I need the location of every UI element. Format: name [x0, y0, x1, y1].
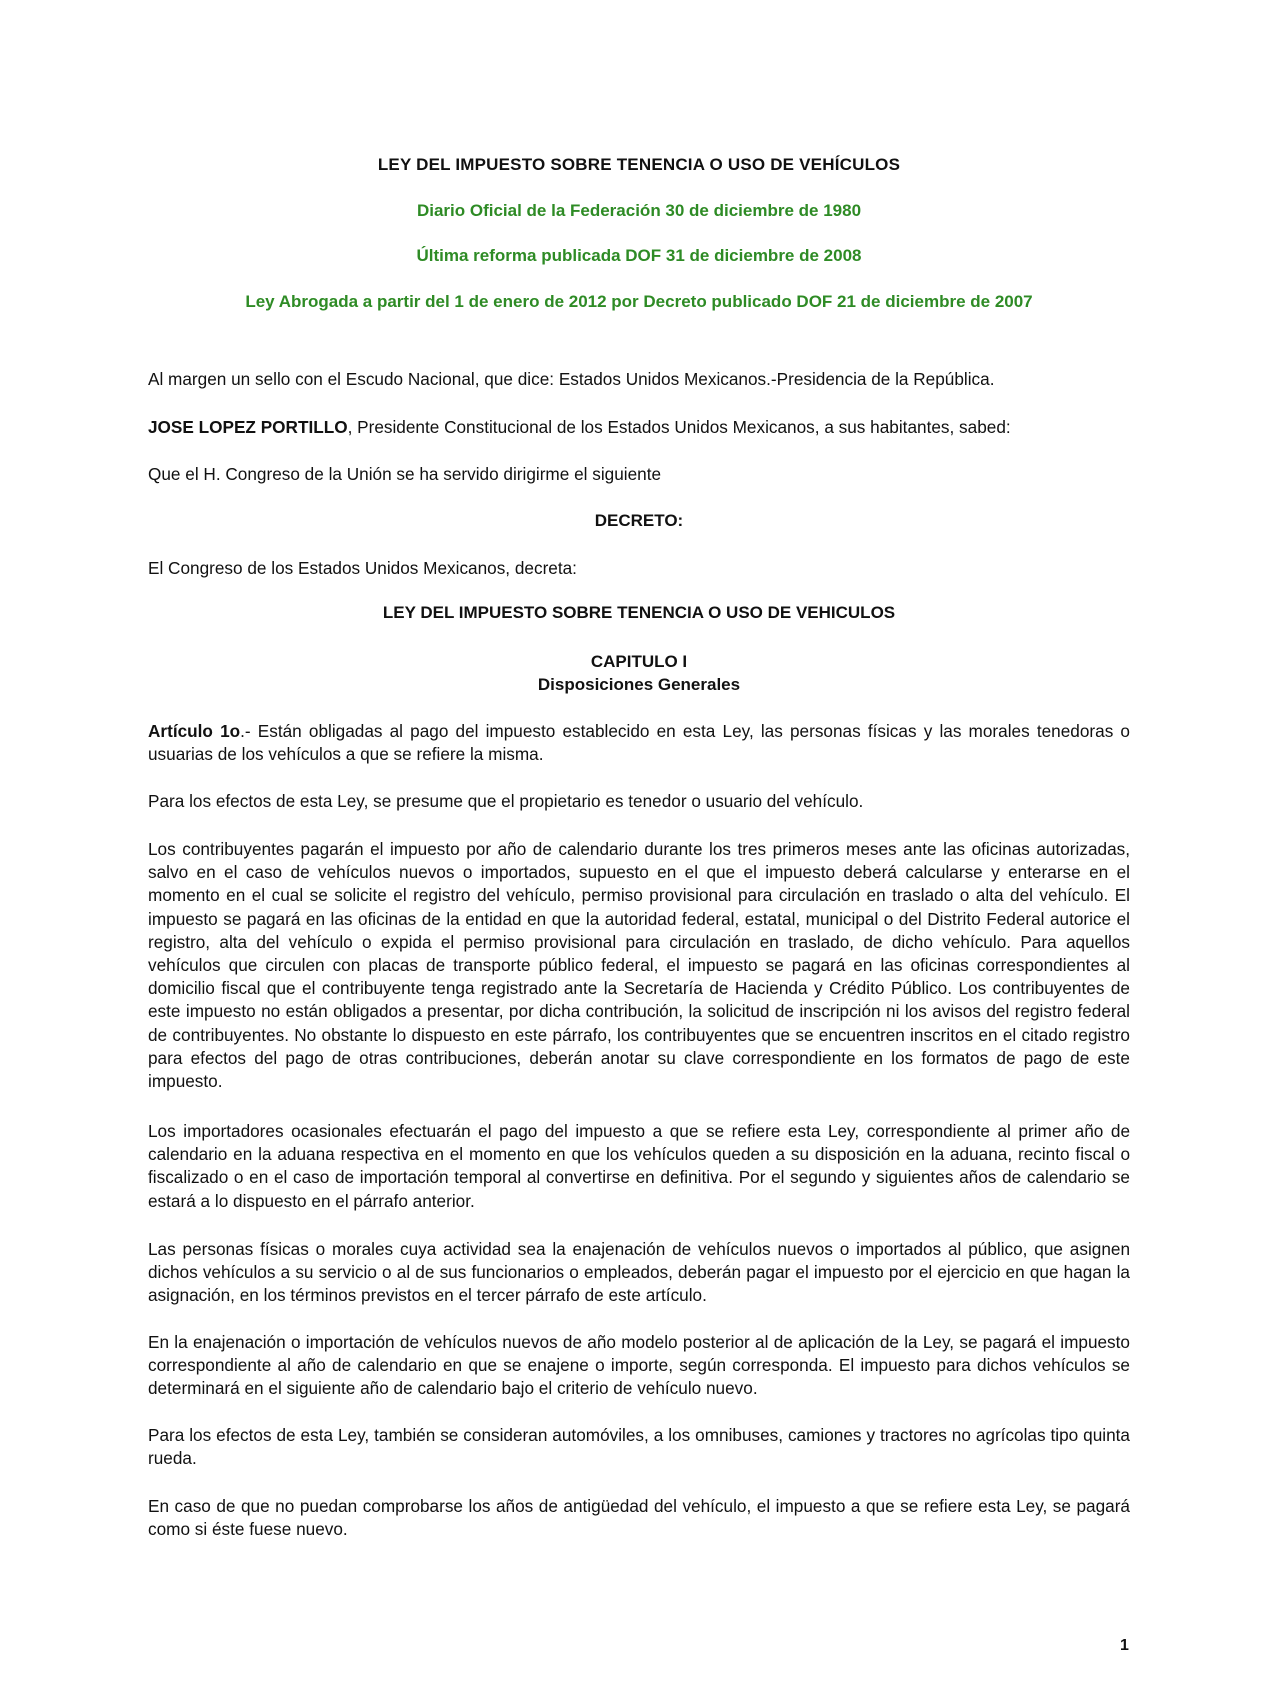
- article-1: [148, 720, 1130, 766]
- preamble-congress: Que el H. Congreso de la Unión se ha servido dirigirme el siguiente: [148, 464, 662, 484]
- paragraph: Para los efectos de esta Ley, también se consideran automóviles, a los omnibuses, camiones y tractores no agrícolas tipo quinta rueda.: [148, 1425, 1130, 1469]
- preamble-seal: Al margen un sello con el Escudo Nacional, que dice: Estados Unidos Mexicanos.-Presidencia de la República.: [148, 369, 995, 389]
- document-title: LEY DEL IMPUESTO SOBRE TENENCIA O USO DE VEHÍCULOS: [377, 155, 901, 174]
- article-1-label: Artículo 1o: [148, 721, 241, 741]
- paragraph: Los importadores ocasionales efectuarán el pago del impuesto a que se refiere esta Ley, correspondiente al primer año de calendario en la aduana respectiva en el momento en que los vehículos queden a su disposición en la aduana, recinto fiscal o fiscalizado o en el caso de importación temporal al convertirse en definitiva. Por el segundo y siguientes años de calendario se estará a lo dispuesto en el párrafo anterior.: [148, 1121, 1130, 1211]
- president-text: , Presidente Constitucional de los Estados Unidos Mexicanos, a sus habitantes, sabed:: [347, 417, 1011, 437]
- chapter-number: CAPITULO I: [590, 652, 688, 671]
- preamble-president: [148, 416, 1130, 439]
- article-1-text: .- Están obligadas al pago del impuesto establecido en esta Ley, las personas físicas y las morales tenedoras o usuarias de los vehículos a que se refiere la misma.: [148, 721, 1130, 765]
- paragraph: En caso de que no puedan comprobarse los años de antigüedad del vehículo, el impuesto a que se refiere esta Ley, se pagará como si éste fuese nuevo.: [148, 1496, 1130, 1540]
- decree-heading: DECRETO:: [594, 511, 684, 530]
- chapter-heading: [148, 650, 1130, 696]
- paragraph: Los contribuyentes pagarán el impuesto por año de calendario durante los tres primeros meses ante las oficinas autorizadas, salvo en el caso de vehículos nuevos o importados, supuesto en el que el impuesto deberá calcularse y enterarse en el momento en el cual se solicite el registro del vehículo, permiso provisional para circulación en traslado o alta del vehículo. El impuesto se pagará en las oficinas de la entidad en que la autoridad federal, estatal, municipal o del Distrito Federal autorice el registro, alta del vehículo o expida el permiso provisional para circulación en traslado, de dicho vehículo. Para aquellos vehículos que circulen con placas de transporte público federal, el impuesto se pagará en las oficinas correspondientes al domicilio fiscal que el contribuyente tenga registrado ante la Secretaría de Hacienda y Crédito Público. Los contribuyentes de este impuesto no están obligados a presentar, por dicha contribución, la solicitud de inscripción ni los avisos del registro federal de contribuyentes. No obstante lo dispuesto en este párrafo, los contribuyentes que se encuentren inscritos en el citado registro para efectos del pago de otras contribuciones, deberán anotar su clave correspondiente en los formatos de pago de este impuesto.: [148, 839, 1130, 1092]
- congress-decrees: El Congreso de los Estados Unidos Mexicanos, decreta:: [148, 558, 577, 578]
- paragraph: En la enajenación o importación de vehículos nuevos de año modelo posterior al de aplicación de la Ley, se pagará el impuesto correspondiente al año de calendario en que se enajene o importe, según corresponda. El impuesto para dichos vehículos se determinará en el siguiente año de calendario bajo el criterio de vehículo nuevo.: [148, 1332, 1130, 1399]
- abrogation-note: Ley Abrogada a partir del 1 de enero de 2012 por Decreto publicado DOF 21 de diciembre de 2007: [245, 292, 1033, 311]
- paragraph: Para los efectos de esta Ley, se presume que el propietario es tenedor o usuario del vehículo.: [148, 791, 864, 811]
- last-reform: Última reforma publicada DOF 31 de diciembre de 2008: [416, 246, 862, 265]
- law-title: LEY DEL IMPUESTO SOBRE TENENCIA O USO DE VEHICULOS: [382, 603, 896, 622]
- paragraph: Las personas físicas o morales cuya actividad sea la enajenación de vehículos nuevos o importados al público, que asignen dichos vehículos a su servicio o al de sus funcionarios o empleados, deberán pagar el impuesto por el ejercicio en que hagan la asignación, en los términos previstos en el tercer párrafo de este artículo.: [148, 1239, 1130, 1306]
- publication-date: Diario Oficial de la Federación 30 de diciembre de 1980: [416, 201, 862, 220]
- president-name: JOSE LOPEZ PORTILLO: [148, 417, 348, 437]
- page-number: 1: [1120, 1637, 1129, 1654]
- chapter-name: Disposiciones Generales: [537, 675, 741, 694]
